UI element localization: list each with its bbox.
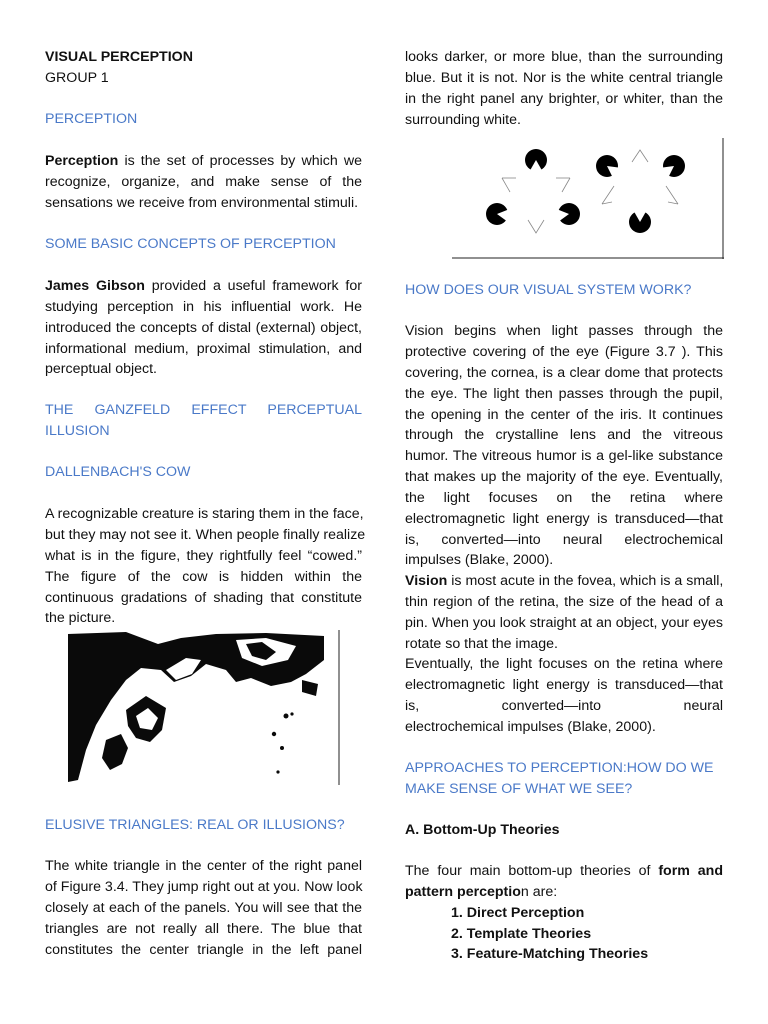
paragraph-line: A recognizable creature is staring them in the face, bbox=[45, 506, 364, 522]
term-james-gibson: James Gibson bbox=[45, 278, 145, 294]
paragraph-line: is, converted—into neural electrochemical bbox=[405, 532, 723, 548]
paragraph-line: Eventually, the light focuses on the retina where bbox=[405, 656, 723, 672]
paragraph-line: the picture. bbox=[45, 610, 116, 626]
paragraph-line: continuous gradations of shading that constitute bbox=[45, 590, 362, 606]
paragraph-line: electrochemical impulses (Blake, 2000). bbox=[405, 719, 656, 735]
paragraph-line: impulses (Blake, 2000). bbox=[405, 552, 554, 568]
term-form-and: form and bbox=[658, 863, 723, 879]
heading-ganzfeld: THE GANZFELD EFFECT PERCEPTUAL bbox=[45, 402, 362, 418]
paragraph-line: blue. But it is not. Nor is the white central triangle bbox=[405, 70, 723, 86]
paragraph-line: sensations we receive from environmental stimuli. bbox=[45, 195, 359, 211]
paragraph-line: in the right panel any brighter, or whiter, than the bbox=[405, 91, 723, 107]
paragraph-line: perceptual object. bbox=[45, 361, 157, 377]
heading-visual-system: HOW DOES OUR VISUAL SYSTEM WORK? bbox=[405, 282, 692, 298]
heading-ganzfeld-cont: ILLUSION bbox=[45, 423, 110, 439]
paragraph-line: James Gibson provided a useful framework for bbox=[45, 278, 362, 294]
list-item: 1. Direct Perception bbox=[451, 905, 585, 921]
heading-perception: PERCEPTION bbox=[45, 111, 138, 127]
list-item: 2. Template Theories bbox=[451, 926, 592, 942]
paragraph-line: of Figure 3.4. They jump right out at you. Now look bbox=[45, 879, 363, 895]
kanizsa-triangles-figure bbox=[452, 138, 724, 260]
group-label: GROUP 1 bbox=[45, 70, 109, 86]
term-vision: Vision bbox=[405, 573, 448, 589]
paragraph-line: closely at each of the panels. You will see that the bbox=[45, 900, 362, 916]
paragraph-line: The figure of the cow is hidden within the bbox=[45, 569, 362, 585]
paragraph-line: rotate so that the image. bbox=[405, 636, 559, 652]
paragraph-line: but they may not see it. When people finally realize bbox=[45, 527, 366, 543]
paragraph-line: the eye. The light then passes through the pupil, bbox=[405, 386, 723, 402]
paragraph-line: that makes up the majority of the eye. Eventually, bbox=[405, 469, 723, 485]
document-title: VISUAL PERCEPTION bbox=[45, 49, 193, 65]
paragraph-line: Perception is the set of processes by which we bbox=[45, 153, 362, 169]
paragraph-line: Vision begins when light passes through the bbox=[405, 323, 723, 339]
paragraph-line: recognize, organize, and make sense of the bbox=[45, 174, 362, 190]
heading-bottom-up-theories: A. Bottom-Up Theories bbox=[405, 822, 560, 838]
heading-approaches-cont: MAKE SENSE OF WHAT WE SEE? bbox=[405, 781, 633, 797]
paragraph-line: The white triangle in the center of the right panel bbox=[45, 858, 362, 874]
paragraph-line: through the crystalline lens and the vitreous bbox=[405, 427, 723, 443]
heading-basic-concepts: SOME BASIC CONCEPTS OF PERCEPTION bbox=[45, 236, 336, 252]
paragraph-line: triangles are not really all there. The blue that bbox=[45, 921, 362, 937]
paragraph-line: pattern perception are: bbox=[405, 884, 558, 900]
dallenbach-cow-figure bbox=[66, 630, 341, 785]
paragraph-line: The four main bottom-up theories of form and bbox=[405, 863, 723, 879]
list-item: 3. Feature-Matching Theories bbox=[451, 946, 649, 962]
paragraph-line: constitutes the center triangle in the left panel bbox=[45, 942, 362, 958]
term-pattern-perception: pattern perceptio bbox=[405, 884, 521, 900]
paragraph-line: is, converted—into neural bbox=[405, 698, 723, 714]
paragraph-line: what is in the figure, they rightfully feel “cowed.” bbox=[45, 548, 362, 564]
heading-dallenbach-cow: DALLENBACH'S COW bbox=[45, 464, 191, 480]
paragraph-line: Vision is most acute in the fovea, which is a small, bbox=[405, 573, 724, 589]
term-perception: Perception bbox=[45, 153, 119, 169]
paragraph-line: protective covering of the eye (Figure 3.7 ). This bbox=[405, 344, 723, 360]
paragraph-line: thin region of the retina, the size of the head of a bbox=[405, 594, 723, 610]
paragraph-line: informational medium, proximal stimulation, and bbox=[45, 341, 362, 357]
paragraph-line: looks darker, or more blue, than the surrounding bbox=[405, 49, 723, 65]
paragraph-line: humor. The vitreous humor is a gel-like substance bbox=[405, 448, 723, 464]
paragraph-line: surrounding white. bbox=[405, 112, 521, 128]
paragraph-line: studying perception in his influential work. He bbox=[45, 299, 362, 315]
paragraph-line: the light focuses on the retina where bbox=[405, 490, 723, 506]
heading-elusive-triangles: ELUSIVE TRIANGLES: REAL OR ILLUSIONS? bbox=[45, 817, 345, 833]
paragraph-line: electromagnetic light energy is transduced—that bbox=[405, 677, 723, 693]
paragraph-line: covering, the cornea, is a clear dome that protects bbox=[405, 365, 723, 381]
paragraph-line: pin. When you look straight at an object, your eyes bbox=[405, 615, 723, 631]
paragraph-line: introduced the concepts of distal (external) object, bbox=[45, 320, 362, 336]
paragraph-line: electromagnetic light energy is transduced—that bbox=[405, 511, 723, 527]
heading-approaches: APPROACHES TO PERCEPTION:HOW DO WE bbox=[405, 760, 714, 776]
paragraph-line: the opening in the center of the iris. It continues bbox=[405, 407, 723, 423]
